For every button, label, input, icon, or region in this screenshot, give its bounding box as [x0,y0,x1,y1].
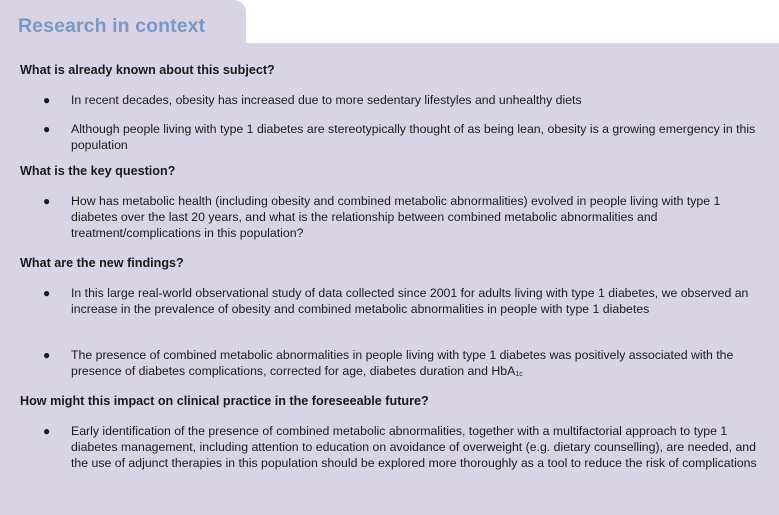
bullet-dot: ● [43,93,51,107]
title-tab [0,0,246,44]
section-heading-clinical-practice: How might this impact on clinical practice in the foreseeable future? [20,394,429,408]
bullet-dot: ● [43,194,51,208]
bullet-text [71,347,761,382]
bullet-dot: ● [43,424,51,438]
bullet-text: In recent decades, obesity has increased due to more sedentary lifestyles and unhealthy diets [71,93,582,107]
hba1c-subscript: 1c [515,371,523,378]
bullet-text-main: The presence of combined metabolic abnormalities in people living with type 1 diabetes was positively associated with the presence of diabetes complications, corrected for age, diabetes duration and HbA [71,348,734,378]
bullet-text: How has metabolic health (including obesity and combined metabolic abnormalities) evolved in people living with type 1 diabetes over the last 20 years, and what is the relationship between combined metabolic abnormalities and treatment/complications in this population? [71,194,721,240]
section-heading-key-question: What is the key question? [20,164,176,178]
bullet-dot: ● [43,286,51,300]
bullet-text: In this large real-world observational study of data collected since 2001 for adults living with type 1 diabetes, we observed an increase in the prevalence of obesity and combined metabolic abnormalities in people with type 1 diabetes [71,286,749,316]
bullet-text: Early identification of the presence of combined metabolic abnormalities, together with a multifactorial approach to type 1 diabetes management, including attention to education on avoidance of overweight (e.g. dietary counselling), are needed, and the use of adjunct therapies in this population should be explored more thoroughly as a tool to reduce the risk of complications [71,424,757,470]
section-heading-new-findings: What are the new findings? [20,256,184,270]
section-heading-known: What is already known about this subject? [20,63,275,77]
bullet-dot: ● [43,348,51,362]
bullet-text: Although people living with type 1 diabetes are stereotypically thought of as being lean, obesity is a growing emergency in this population [71,122,756,152]
bullet-dot: ● [43,122,51,136]
box-title: Research in context [18,15,206,37]
